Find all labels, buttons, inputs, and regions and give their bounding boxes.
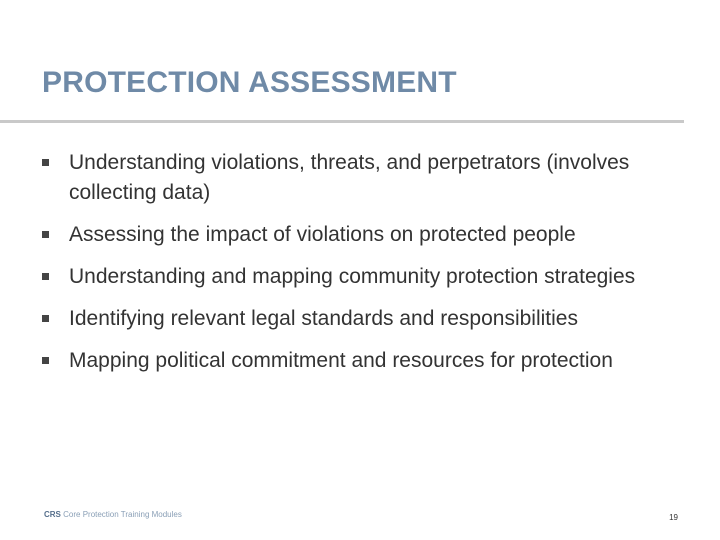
bullet-item — [42, 262, 692, 292]
bullet-item — [42, 346, 692, 376]
bullet-text: Assessing the impact of violations on protected people — [69, 223, 576, 246]
bullet-list — [42, 148, 692, 388]
footer-text: Core Protection Training Modules — [63, 510, 182, 519]
bullet-text: Understanding violations, threats, and perpetrators (involves collecting data) — [69, 151, 630, 204]
slide-title: PROTECTION ASSESSMENT — [42, 66, 457, 99]
bullet-item — [42, 148, 692, 208]
square-bullet-icon — [42, 231, 49, 238]
footer — [44, 510, 182, 519]
square-bullet-icon — [42, 273, 49, 280]
bullet-text: Understanding and mapping community protection strategies — [69, 265, 636, 288]
page-number: 19 — [669, 513, 678, 522]
title-divider — [0, 120, 684, 123]
bullet-item — [42, 220, 692, 250]
square-bullet-icon — [42, 357, 49, 364]
bullet-text: Identifying relevant legal standards and responsibilities — [69, 307, 578, 330]
bullet-item — [42, 304, 692, 334]
square-bullet-icon — [42, 315, 49, 322]
footer-brand: CRS — [44, 510, 61, 519]
square-bullet-icon — [42, 159, 49, 166]
bullet-text: Mapping political commitment and resources for protection — [69, 349, 613, 372]
